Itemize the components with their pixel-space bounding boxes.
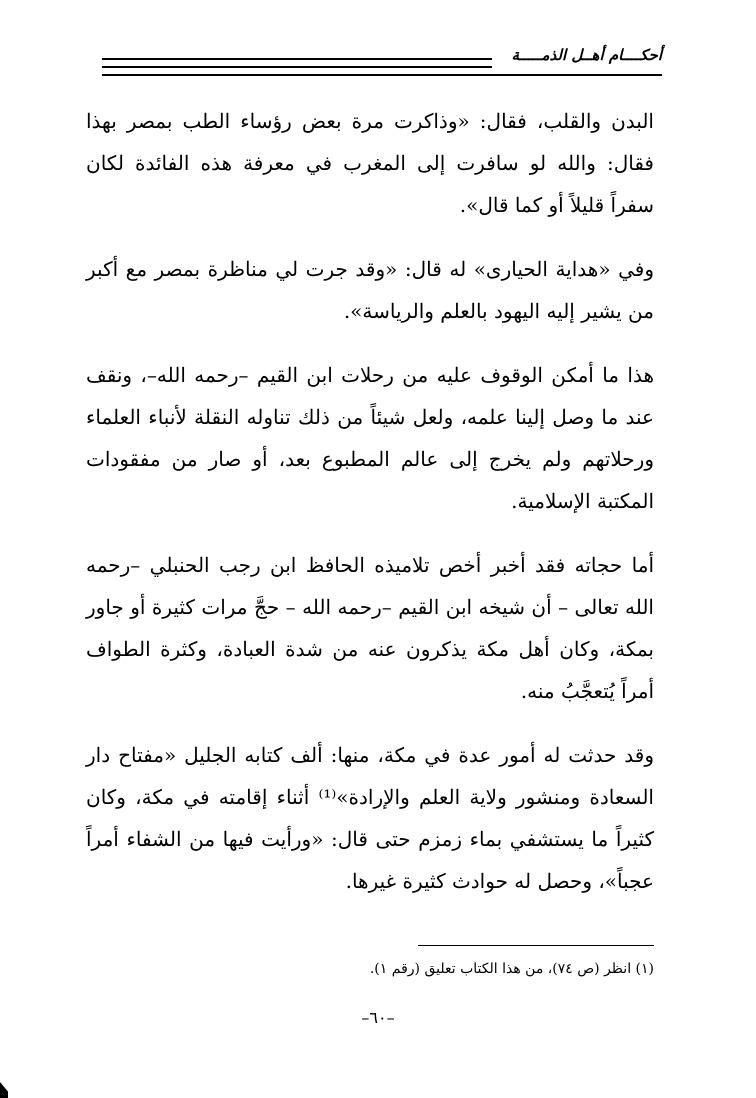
running-title: أحكــــام أهــل الذمـــــة [511,46,662,64]
paragraph-4: أما حجاته فقد أخبر أخص تلاميذه الحافظ ابن رجب الحنبلي –رحمه الله تعالى – أن شيخه ابن القيم –رحمه الله – حجَّ مرات كثيرة أو جاور بمكة، وكان أهل مكة يذكرون عنه من شدة العبادة، وكثرة الطواف أمراً يُتعجَّبُ منه. [86,553,654,703]
header-double-rule [102,58,492,68]
footnote-separator [418,945,654,946]
body-text [86,100,654,924]
scan-corner-mark [0,1082,8,1098]
paragraph-5: وقد حدثت له أمور عدة في مكة، منها: ألف كتابه الجليل «مفتاح دار السعادة ومنشور ولاية العلم والإرادة»⁽¹⁾ أثناء إقامته في مكة، وكان كثيراً ما يستشفي بماء زمزم حتى قال: «ورأيت فيها من الشفاء أمراً عجباً»، وحصل له حوادث كثيرة غيرها. [86,743,654,893]
paragraph-2: وفي «هداية الحيارى» له قال: «وقد جرت لي مناظرة بمصر مع أكبر من يشير إليه اليهود بالعلم والرياسة». [86,257,654,323]
paragraph-3: هذا ما أمكن الوقوف عليه من رحلات ابن القيم –رحمه الله–، ونقف عند ما وصل إلينا علمه، ولعل شيئاً من ذلك تناوله النقلة لأنباء العلماء ورحلاتهم ولم يخرج إلى عالم المطبوع بعد، أو صار من مفقودات المكتبة الإسلامية. [86,363,655,513]
header-rule [102,74,662,76]
paragraph-1: البدن والقلب، فقال: «وذاكرت مرة بعض رؤساء الطب بمصر بهذا فقال: والله لو سافرت إلى المغرب في معرفة هذه الفائدة لكان سفراً قليلاً أو كما قال». [86,109,654,217]
footnote: (١) انظر (ص ٧٤)، من هذا الكتاب تعليق (رقم ١). [369,961,654,977]
page-number: –٦٠– [361,1008,395,1027]
running-header [102,44,662,80]
